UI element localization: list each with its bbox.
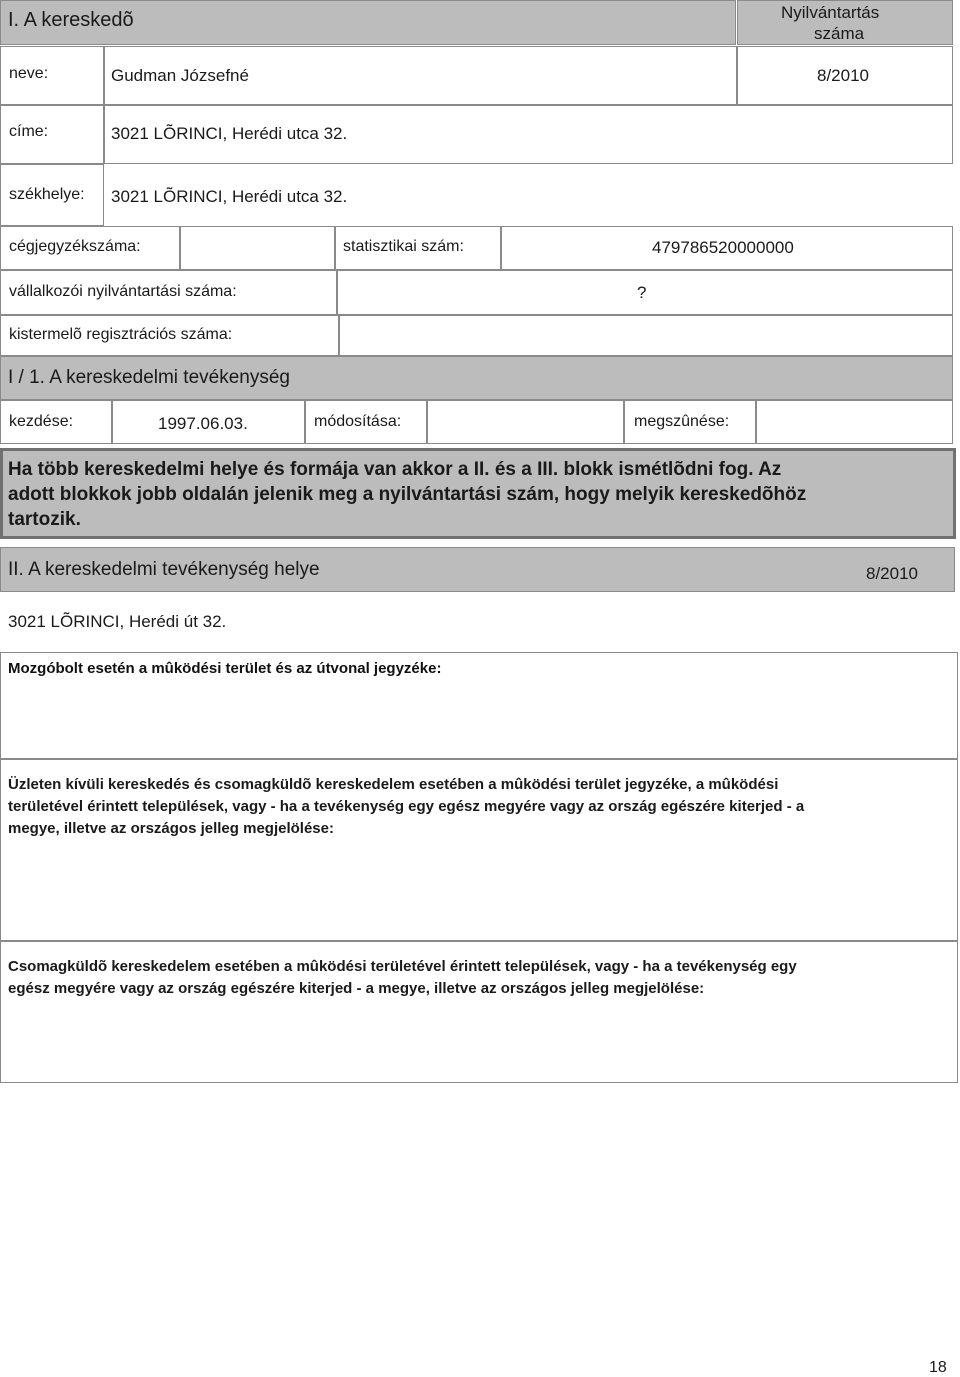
- merchant-section-title: I. A kereskedõ: [8, 9, 134, 31]
- place-address: 3021 LÕRINCI, Herédi út 32.: [8, 612, 227, 631]
- address-value: 3021 LÕRINCI, Herédi utca 32.: [111, 124, 348, 143]
- reg-header-line1: Nyilvántartás: [781, 3, 880, 22]
- stat-label: statisztikai szám:: [343, 238, 464, 255]
- outside-shop-line2: területével érintett települések, vagy - ha a tevékenység egy egész megyére vagy az ország egészére kiterjed - a: [8, 798, 805, 815]
- small-producer-value-cell: [339, 315, 953, 356]
- mobile-shop-label: Mozgóbolt esetén a mûködési terület és az útvonal jegyzéke:: [8, 660, 442, 677]
- stat-value: 479786520000000: [652, 238, 794, 257]
- address-label: címe:: [9, 123, 49, 140]
- place-section-title: II. A kereskedelmi tevékenység helye: [8, 559, 320, 580]
- start-value: 1997.06.03.: [158, 414, 248, 433]
- mail-order-line1: Csomagküldõ kereskedelem esetében a mûködési területével érintett települések, vagy - ha a tevékenység egy: [8, 958, 797, 975]
- modify-value-cell: [427, 400, 624, 444]
- place-reg-number: 8/2010: [866, 564, 918, 583]
- note-line2: adott blokkok jobb oldalán jelenik meg a nyilvántartási szám, hogy melyik kereskedõhöz: [8, 484, 807, 505]
- reg-header-line2: száma: [814, 24, 865, 43]
- page-number: 18: [929, 1359, 947, 1376]
- end-label: megszûnése:: [634, 413, 730, 430]
- outside-shop-line3: megye, illetve az országos jelleg megjelölése:: [8, 820, 334, 837]
- reg-number-value: 8/2010: [817, 66, 869, 85]
- small-producer-label: kistermelõ regisztrációs száma:: [9, 326, 233, 343]
- entrepreneur-value: ?: [637, 283, 647, 302]
- note-line3: tartozik.: [8, 509, 81, 530]
- name-label: neve:: [9, 65, 49, 82]
- mail-order-line2: egész megyére vagy az ország egészére kiterjed - a megye, illetve az országos jelleg megjelölése:: [8, 980, 705, 997]
- start-label: kezdése:: [9, 413, 74, 430]
- company-reg-value-cell: [180, 226, 335, 270]
- end-value-cell: [756, 400, 953, 444]
- company-reg-label: cégjegyzékszáma:: [9, 238, 141, 255]
- outside-shop-line1: Üzleten kívüli kereskedés és csomagküldõ kereskedelem esetében a mûködési terület jegyzéke, a mûködési: [8, 776, 779, 793]
- modify-label: módosítása:: [314, 413, 402, 430]
- seat-label: székhelye:: [9, 186, 85, 203]
- seat-value: 3021 LÕRINCI, Herédi utca 32.: [111, 187, 348, 206]
- activity-section-title: I / 1. A kereskedelmi tevékenység: [8, 367, 290, 388]
- entrepreneur-label: vállalkozói nyilvántartási száma:: [9, 283, 237, 300]
- name-value: Gudman Józsefné: [111, 66, 249, 85]
- note-line1: Ha több kereskedelmi helye és formája van akkor a II. és a III. blokk ismétlõdni fog. Az: [8, 459, 782, 480]
